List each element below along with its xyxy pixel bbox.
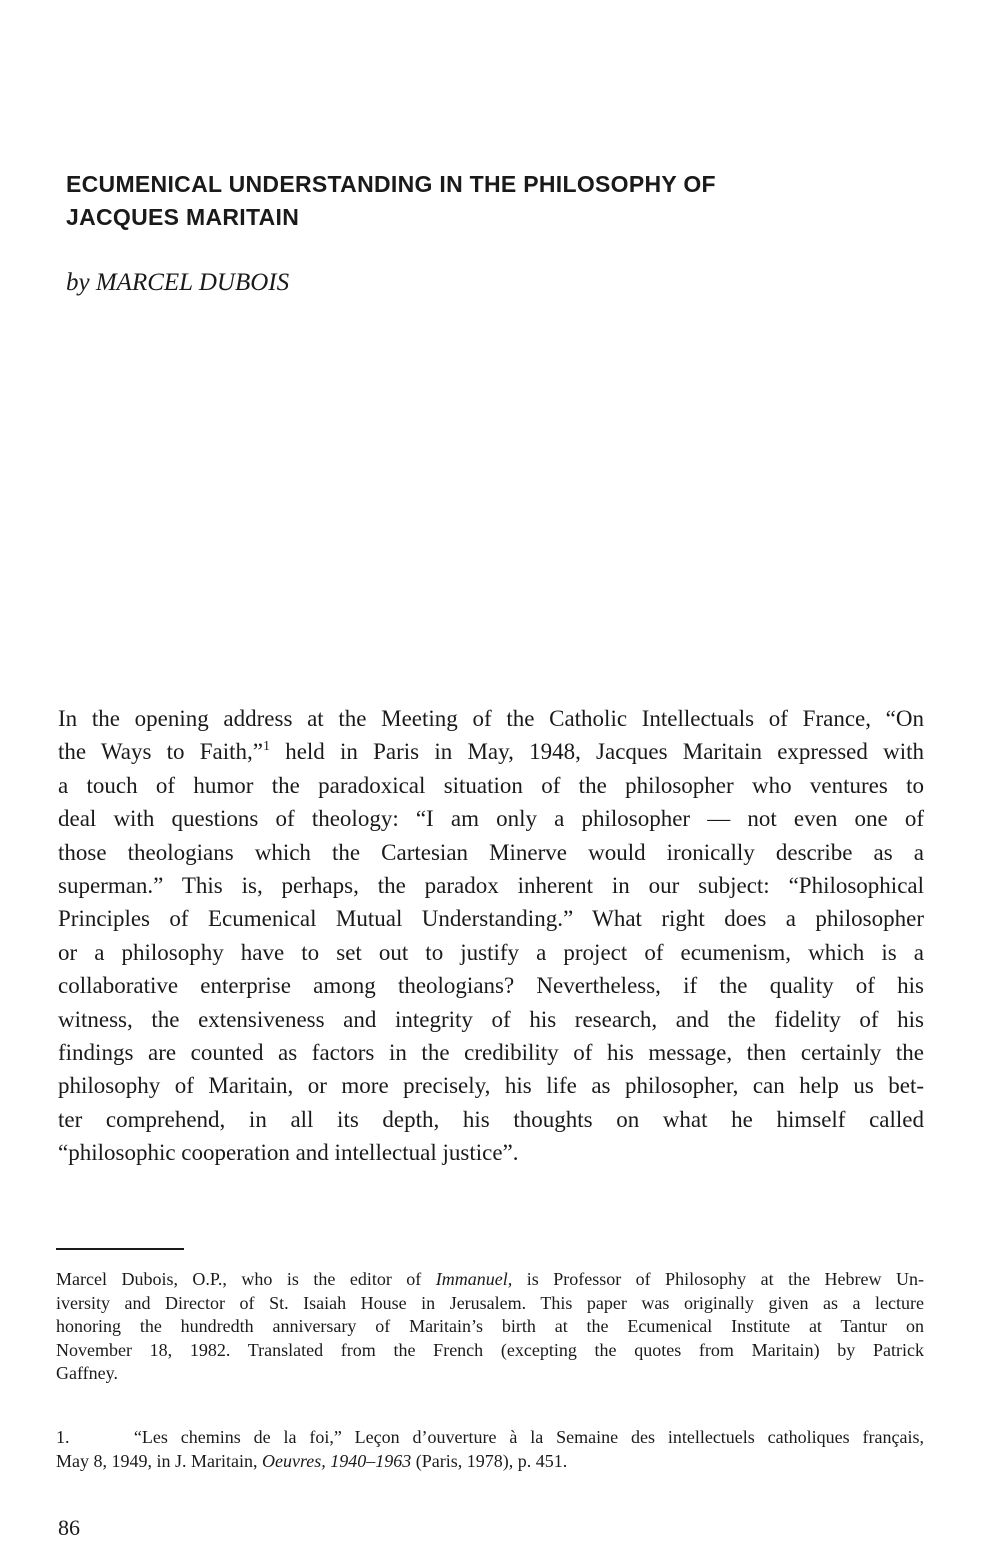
footnote-line: iversity and Director of St. Isaiah House in Jerusalem. This paper was originally given as a lecture bbox=[56, 1292, 924, 1313]
footnote-text-segment: is Professor of Philosophy at the Hebrew Un- bbox=[512, 1269, 924, 1289]
article-title bbox=[66, 168, 886, 234]
footnote-line: honoring the hundredth anniversary of Maritain’s birth at the Ecumenical Institute at Tantur on bbox=[56, 1316, 924, 1336]
footnote-text-segment: May 8, 1949, in J. Maritain, bbox=[56, 1450, 262, 1471]
body-line: superman.” This is, perhaps, the paradox inherent in our subject: “Philosophical bbox=[58, 873, 924, 899]
author-byline: by MARCEL DUBOIS bbox=[66, 269, 290, 296]
body-line: Principles of Ecumenical Mutual Understanding.” What right does a philosopher bbox=[58, 906, 924, 932]
body-line: “philosophic cooperation and intellectual justice”. bbox=[58, 1140, 519, 1166]
body-line: findings are counted as factors in the credibility of his message, then certainly the bbox=[58, 1040, 924, 1066]
body-line: philosophy of Maritain, or more precisely, his life as philosopher, can help us bet- bbox=[58, 1073, 924, 1099]
footnote-line bbox=[56, 1450, 924, 1474]
footnote-line: November 18, 1982. Translated from the French (excepting the quotes from Maritain) by Patrick bbox=[56, 1339, 924, 1360]
author-note bbox=[56, 1268, 924, 1386]
title-line: ECUMENICAL UNDERSTANDING IN THE PHILOSOPHY OF bbox=[66, 171, 716, 197]
footnote-text-segment: (Paris, 1978), p. 451. bbox=[411, 1450, 568, 1471]
body-line bbox=[58, 735, 924, 768]
body-paragraph bbox=[58, 702, 924, 1170]
body-text-segment: the Ways to Faith,” bbox=[58, 739, 263, 765]
footnote-reference[interactable]: 1 bbox=[262, 739, 270, 755]
footnote-line: 1. “Les chemins de la foi,” Leçon d’ouverture à la Semaine des intellectuels catholiques français, bbox=[56, 1427, 924, 1447]
body-line: those theologians which the Cartesian Minerve would ironically describe as a bbox=[58, 839, 924, 865]
title-line: JACQUES MARITAIN bbox=[66, 204, 300, 230]
body-line: or a philosophy have to set out to justify a project of ecumenism, which is a bbox=[58, 939, 924, 965]
footnote-divider bbox=[56, 1248, 184, 1250]
body-text-segment: held in Paris in May, 1948, Jacques Maritain expressed with bbox=[269, 739, 924, 765]
footnote-line bbox=[56, 1268, 924, 1292]
book-title: Oeuvres, 1940–1963 bbox=[261, 1450, 412, 1471]
body-line: witness, the extensiveness and integrity of his research, and the fidelity of his bbox=[58, 1006, 924, 1032]
body-line: deal with questions of theology: “I am only a philosopher — not even one of bbox=[58, 806, 924, 832]
page-number: 86 bbox=[58, 1515, 80, 1540]
journal-title: Immanuel, bbox=[435, 1269, 513, 1289]
footnote-line: Gaffney. bbox=[56, 1363, 118, 1383]
body-line: In the opening address at the Meeting of the Catholic Intellectuals of France, “On bbox=[58, 706, 924, 731]
footnote-text-segment: Marcel Dubois, O.P., who is the editor of bbox=[56, 1269, 436, 1289]
body-line: a touch of humor the paradoxical situation of the philosopher who ventures to bbox=[58, 772, 924, 798]
body-line: ter comprehend, in all its depth, his thoughts on what he himself called bbox=[58, 1106, 924, 1132]
footnote-1 bbox=[56, 1426, 924, 1473]
body-line: collaborative enterprise among theologians? Nevertheless, if the quality of his bbox=[58, 973, 924, 999]
